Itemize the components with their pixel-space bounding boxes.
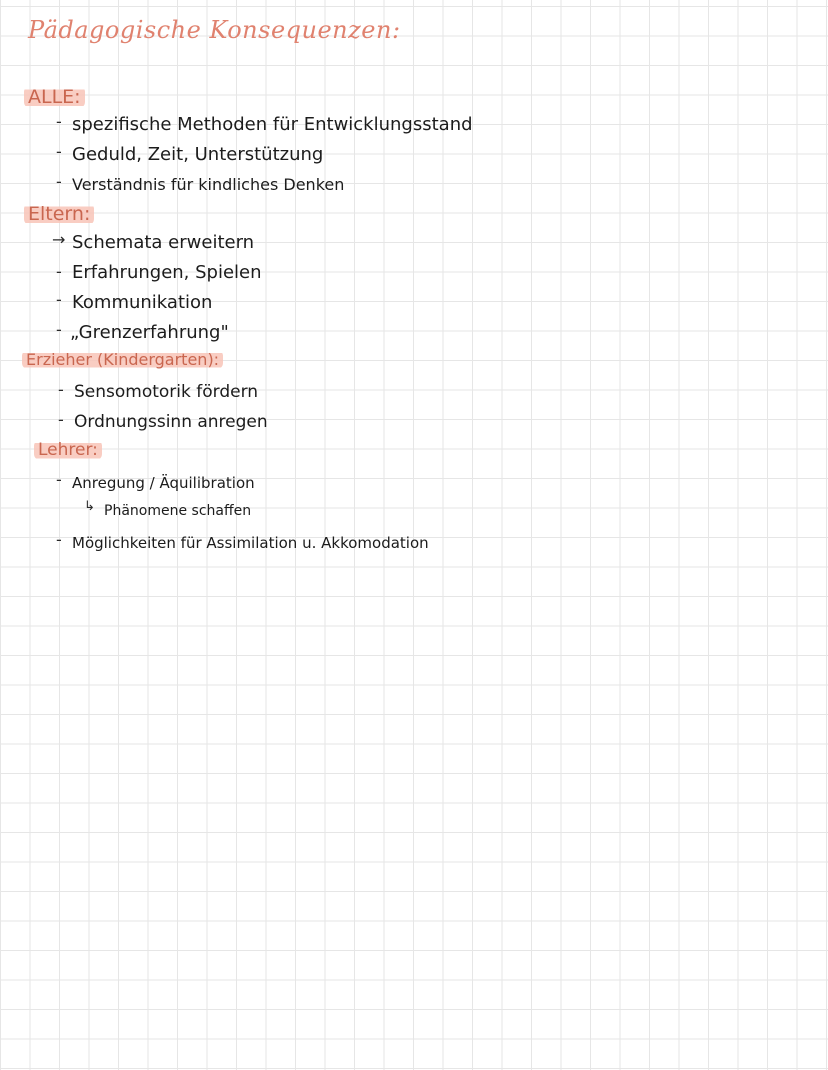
list-item: Ordnungssinn anregen [74, 412, 268, 432]
dash-bullet: - [56, 530, 62, 549]
section-header-erzieher [18, 350, 229, 369]
section-label: ALLE: [24, 86, 85, 108]
list-item: Schemata erweitern [72, 232, 255, 253]
list-item: Verständnis für kindliches Denken [72, 175, 345, 194]
list-item: Kommunikation [72, 292, 213, 313]
list-item: spezifische Methoden für Entwicklungsstand [72, 114, 473, 135]
dash-bullet: - [56, 320, 62, 339]
dash-bullet: - [56, 172, 62, 191]
section-label: Erzieher (Kindergarten): [22, 350, 223, 369]
arrow-icon: → [52, 230, 66, 249]
section-label: Eltern: [24, 203, 94, 225]
section-header-lehrer [30, 440, 108, 460]
page-title: Pädagogische Konsequenzen: [28, 16, 401, 44]
section-header-alle [20, 86, 91, 108]
section-header-eltern [20, 203, 100, 225]
list-item: „Grenzerfahrung" [70, 322, 229, 343]
list-item: Anregung / Äquilibration [72, 474, 255, 492]
section-label: Lehrer: [34, 440, 102, 460]
list-item: Möglichkeiten für Assimilation u. Akkomodation [72, 534, 429, 552]
dash-bullet: - [56, 470, 62, 489]
dash-bullet: - [56, 290, 62, 309]
return-arrow-icon: ↳ [84, 499, 95, 514]
dash-bullet: - [56, 142, 62, 161]
dash-bullet: - [56, 262, 62, 281]
list-item: Sensomotorik fördern [74, 382, 259, 402]
dash-bullet: - [58, 410, 64, 429]
list-item: Erfahrungen, Spielen [72, 262, 262, 283]
list-item: Geduld, Zeit, Unterstützung [72, 144, 324, 165]
list-item: Phänomene schaffen [104, 503, 252, 519]
dash-bullet: - [58, 380, 64, 399]
dash-bullet: - [56, 112, 62, 131]
